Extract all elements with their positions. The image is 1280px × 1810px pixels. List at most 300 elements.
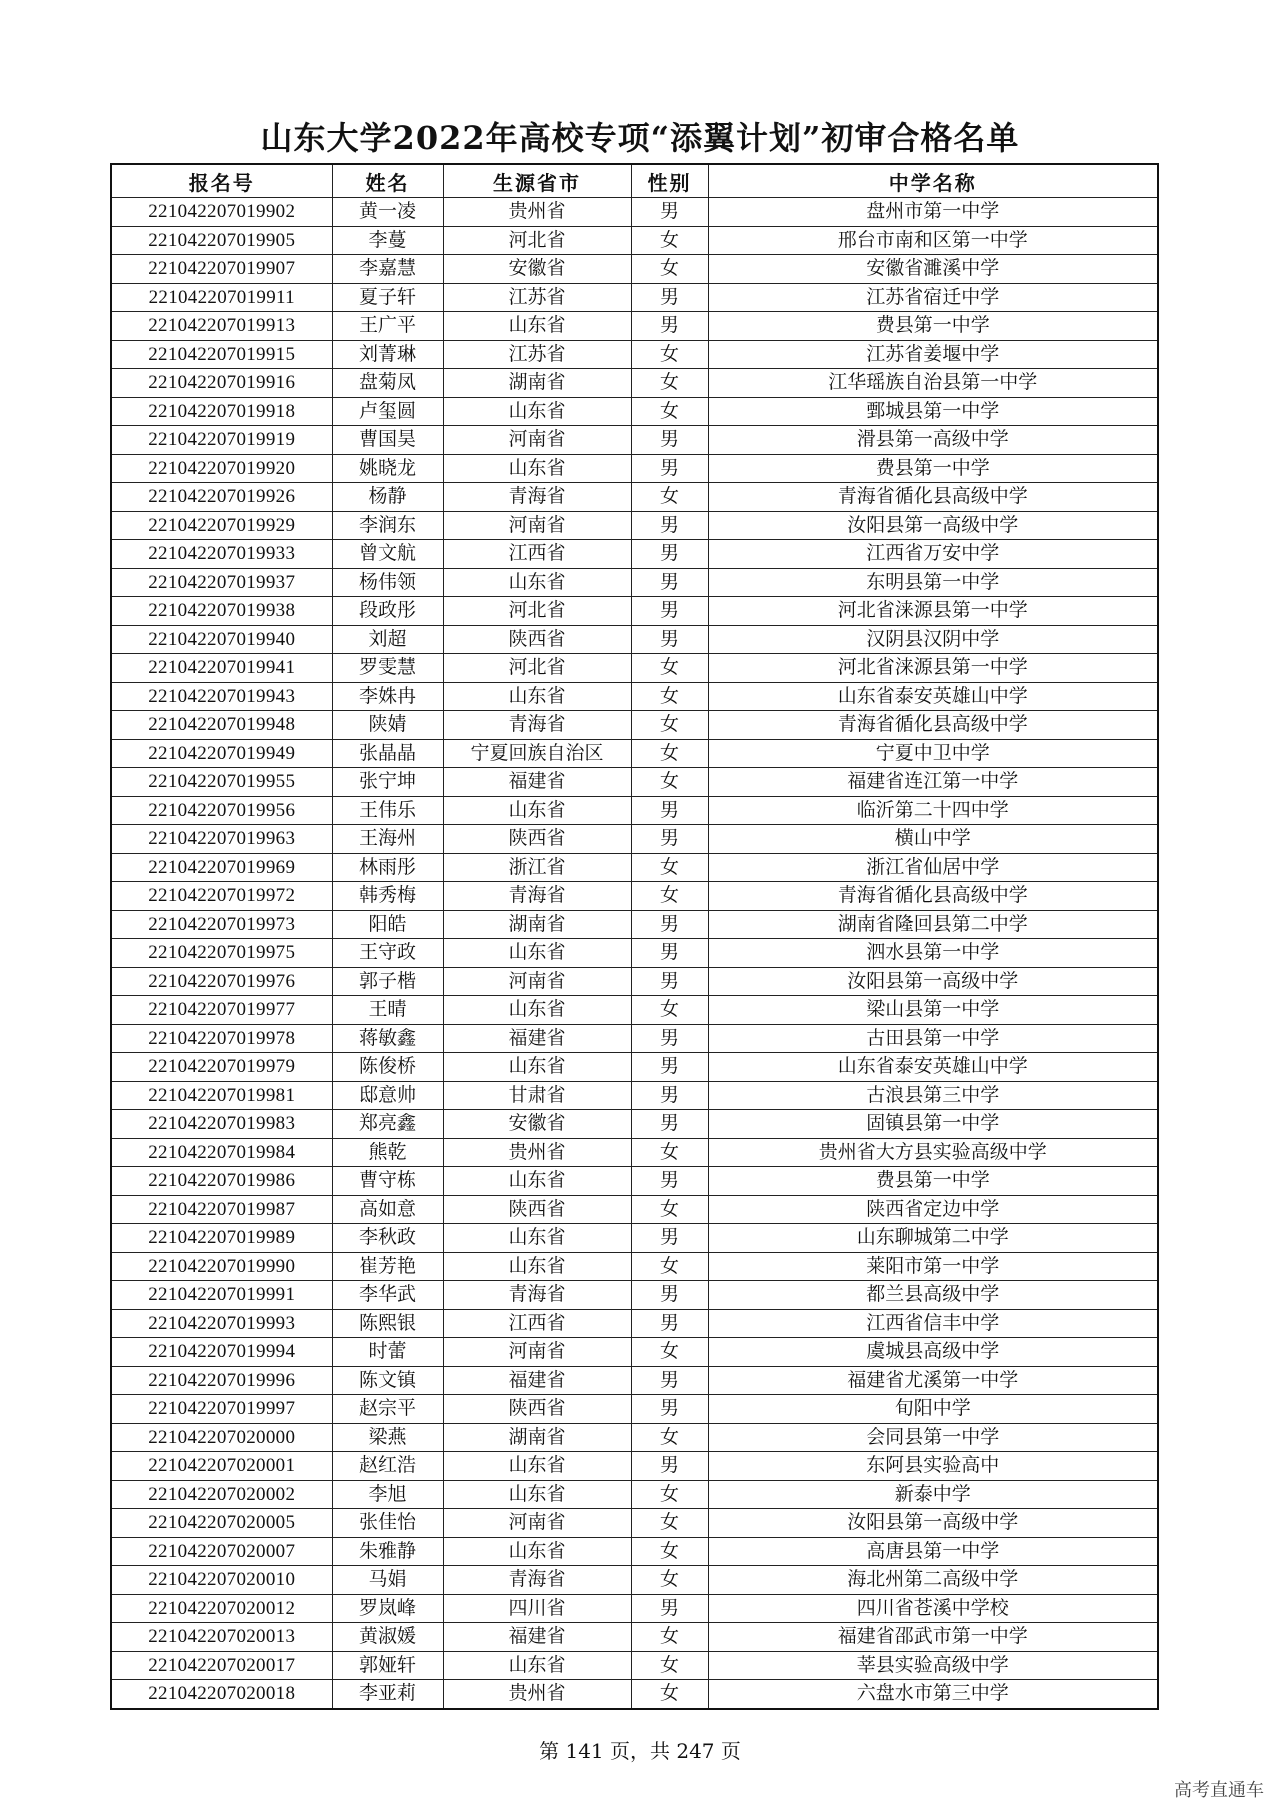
province-cell: 河南省 [443,426,631,455]
school-cell: 汝阳县第一高级中学 [708,1509,1158,1538]
table-row [111,1452,1158,1481]
gender-cell: 女 [631,1537,708,1566]
registration-id-cell: 221042207020001 [111,1452,332,1481]
gender-cell: 男 [631,1366,708,1395]
table-row [111,1281,1158,1310]
province-cell: 青海省 [443,1281,631,1310]
registration-id-cell: 221042207019941 [111,654,332,683]
province-cell: 山东省 [443,397,631,426]
province-cell: 青海省 [443,483,631,512]
gender-cell: 女 [631,1252,708,1281]
name-cell: 李润东 [332,511,443,540]
name-cell: 黄一凌 [332,198,443,227]
table-row [111,369,1158,398]
school-cell: 四川省苍溪中学校 [708,1594,1158,1623]
name-cell: 罗岚峰 [332,1594,443,1623]
school-cell: 六盘水市第三中学 [708,1680,1158,1709]
school-cell: 东明县第一中学 [708,568,1158,597]
name-cell: 曹守栋 [332,1167,443,1196]
school-cell: 费县第一中学 [708,1167,1158,1196]
province-cell: 山东省 [443,454,631,483]
gender-cell: 男 [631,1081,708,1110]
province-cell: 河北省 [443,654,631,683]
table-row [111,853,1158,882]
name-cell: 卢玺圆 [332,397,443,426]
table-row [111,1537,1158,1566]
table-row [111,1024,1158,1053]
name-cell: 郭娅轩 [332,1651,443,1680]
table-row [111,1623,1158,1652]
province-cell: 青海省 [443,1566,631,1595]
gender-cell: 男 [631,454,708,483]
province-cell: 宁夏回族自治区 [443,739,631,768]
gender-cell: 女 [631,1651,708,1680]
registration-id-cell: 221042207019949 [111,739,332,768]
gender-cell: 男 [631,312,708,341]
table-row [111,1224,1158,1253]
registration-id-cell: 221042207019989 [111,1224,332,1253]
table-body [111,198,1158,1709]
name-cell: 高如意 [332,1195,443,1224]
name-cell: 蒋敏鑫 [332,1024,443,1053]
gender-cell: 女 [631,255,708,284]
name-cell: 段政彤 [332,597,443,626]
province-cell: 山东省 [443,1537,631,1566]
school-cell: 邢台市南和区第一中学 [708,226,1158,255]
school-cell: 虞城县高级中学 [708,1338,1158,1367]
gender-cell: 女 [631,882,708,911]
table-row [111,682,1158,711]
gender-cell: 男 [631,198,708,227]
province-cell: 贵州省 [443,198,631,227]
province-cell: 贵州省 [443,1138,631,1167]
school-cell: 安徽省濉溪中学 [708,255,1158,284]
registration-id-cell: 221042207019940 [111,625,332,654]
school-cell: 河北省涞源县第一中学 [708,654,1158,683]
table-row [111,1480,1158,1509]
gender-cell: 男 [631,540,708,569]
name-cell: 郑亮鑫 [332,1110,443,1139]
gender-cell: 男 [631,1594,708,1623]
gender-cell: 女 [631,1623,708,1652]
gender-cell: 女 [631,768,708,797]
registration-id-cell: 221042207020012 [111,1594,332,1623]
page-title: 山东大学2022年高校专项“添翼计划”初审合格名单 [260,119,1020,157]
table-row [111,882,1158,911]
name-cell: 陈文镇 [332,1366,443,1395]
name-cell: 张佳怡 [332,1509,443,1538]
registration-id-cell: 221042207019991 [111,1281,332,1310]
table-row [111,226,1158,255]
school-cell: 贵州省大方县实验高级中学 [708,1138,1158,1167]
school-cell: 福建省邵武市第一中学 [708,1623,1158,1652]
province-cell: 河南省 [443,1338,631,1367]
table-row [111,1509,1158,1538]
school-cell: 陕西省定边中学 [708,1195,1158,1224]
table-row [111,910,1158,939]
school-cell: 汉阴县汉阴中学 [708,625,1158,654]
registration-id-cell: 221042207019907 [111,255,332,284]
registration-id-cell: 221042207019977 [111,996,332,1025]
table-row [111,312,1158,341]
registration-id-cell: 221042207019948 [111,711,332,740]
school-cell: 海北州第二高级中学 [708,1566,1158,1595]
column-header-school: 中学名称 [708,164,1158,198]
registration-id-cell: 221042207019938 [111,597,332,626]
province-cell: 河南省 [443,1509,631,1538]
table-header-row [111,164,1158,198]
table-row [111,255,1158,284]
table-row [111,568,1158,597]
province-cell: 山东省 [443,682,631,711]
school-cell: 高唐县第一中学 [708,1537,1158,1566]
table-row [111,796,1158,825]
registration-id-cell: 221042207019926 [111,483,332,512]
column-header-name: 姓名 [332,164,443,198]
registration-id-cell: 221042207019955 [111,768,332,797]
gender-cell: 男 [631,1309,708,1338]
province-cell: 福建省 [443,1024,631,1053]
name-cell: 李亚莉 [332,1680,443,1709]
table-row [111,454,1158,483]
name-cell: 王晴 [332,996,443,1025]
gender-cell: 女 [631,483,708,512]
gender-cell: 男 [631,796,708,825]
gender-cell: 男 [631,283,708,312]
table-row [111,1167,1158,1196]
school-cell: 临沂第二十四中学 [708,796,1158,825]
name-cell: 罗雯慧 [332,654,443,683]
registration-id-cell: 221042207019993 [111,1309,332,1338]
registration-id-cell: 221042207020013 [111,1623,332,1652]
name-cell: 时蕾 [332,1338,443,1367]
name-cell: 李蔓 [332,226,443,255]
province-cell: 山东省 [443,1452,631,1481]
name-cell: 王广平 [332,312,443,341]
province-cell: 江苏省 [443,283,631,312]
name-cell: 李秋政 [332,1224,443,1253]
registration-id-cell: 221042207019979 [111,1053,332,1082]
registration-id-cell: 221042207019963 [111,825,332,854]
name-cell: 李旭 [332,1480,443,1509]
name-cell: 曾文航 [332,540,443,569]
table-row [111,939,1158,968]
name-cell: 盘菊凤 [332,369,443,398]
table-row [111,1252,1158,1281]
province-cell: 山东省 [443,1167,631,1196]
name-cell: 杨静 [332,483,443,512]
school-cell: 古浪县第三中学 [708,1081,1158,1110]
table-row [111,1395,1158,1424]
school-cell: 福建省连江第一中学 [708,768,1158,797]
name-cell: 林雨彤 [332,853,443,882]
province-cell: 福建省 [443,768,631,797]
school-cell: 东阿县实验高中 [708,1452,1158,1481]
column-header-gender: 性别 [631,164,708,198]
gender-cell: 女 [631,1138,708,1167]
school-cell: 山东省泰安英雄山中学 [708,1053,1158,1082]
gender-cell: 男 [631,625,708,654]
province-cell: 山东省 [443,1252,631,1281]
gender-cell: 女 [631,369,708,398]
table-row [111,283,1158,312]
name-cell: 韩秀梅 [332,882,443,911]
province-cell: 陕西省 [443,1395,631,1424]
table-row [111,1195,1158,1224]
registration-id-cell: 221042207020002 [111,1480,332,1509]
gender-cell: 女 [631,739,708,768]
registration-id-cell: 221042207019929 [111,511,332,540]
registration-id-cell: 221042207019937 [111,568,332,597]
school-cell: 江西省万安中学 [708,540,1158,569]
column-header-province: 生源省市 [443,164,631,198]
province-cell: 安徽省 [443,255,631,284]
name-cell: 王伟乐 [332,796,443,825]
registration-id-cell: 221042207019956 [111,796,332,825]
gender-cell: 女 [631,853,708,882]
gender-cell: 男 [631,426,708,455]
province-cell: 湖南省 [443,910,631,939]
province-cell: 湖南省 [443,369,631,398]
registration-id-cell: 221042207019983 [111,1110,332,1139]
school-cell: 横山中学 [708,825,1158,854]
province-cell: 河北省 [443,226,631,255]
gender-cell: 女 [631,226,708,255]
name-cell: 赵红浩 [332,1452,443,1481]
province-cell: 四川省 [443,1594,631,1623]
registration-id-cell: 221042207019981 [111,1081,332,1110]
name-cell: 杨伟领 [332,568,443,597]
name-cell: 王海州 [332,825,443,854]
province-cell: 山东省 [443,1053,631,1082]
table-row [111,768,1158,797]
registration-id-cell: 221042207019911 [111,283,332,312]
school-cell: 青海省循化县高级中学 [708,711,1158,740]
page-footer: 第 141 页，共 247 页 [539,1739,741,1763]
table-row [111,1309,1158,1338]
province-cell: 山东省 [443,796,631,825]
table-row [111,597,1158,626]
table-row [111,1680,1158,1709]
province-cell: 山东省 [443,1480,631,1509]
name-cell: 朱雅静 [332,1537,443,1566]
name-cell: 马娟 [332,1566,443,1595]
table-row [111,1423,1158,1452]
province-cell: 河南省 [443,967,631,996]
registration-id-cell: 221042207019972 [111,882,332,911]
name-cell: 赵宗平 [332,1395,443,1424]
name-cell: 陈俊桥 [332,1053,443,1082]
school-cell: 费县第一中学 [708,454,1158,483]
gender-cell: 男 [631,1224,708,1253]
school-cell: 费县第一中学 [708,312,1158,341]
roster-table [110,163,1159,1710]
province-cell: 湖南省 [443,1423,631,1452]
school-cell: 河北省涞源县第一中学 [708,597,1158,626]
table-row [111,1053,1158,1082]
registration-id-cell: 221042207019987 [111,1195,332,1224]
name-cell: 熊乾 [332,1138,443,1167]
gender-cell: 女 [631,654,708,683]
registration-id-cell: 221042207019969 [111,853,332,882]
school-cell: 会同县第一中学 [708,1423,1158,1452]
gender-cell: 男 [631,1281,708,1310]
registration-id-cell: 221042207019994 [111,1338,332,1367]
province-cell: 江苏省 [443,340,631,369]
name-cell: 崔芳艳 [332,1252,443,1281]
registration-id-cell: 221042207019976 [111,967,332,996]
school-cell: 新泰中学 [708,1480,1158,1509]
name-cell: 刘菁琳 [332,340,443,369]
table-row [111,540,1158,569]
name-cell: 邸意帅 [332,1081,443,1110]
registration-id-cell: 221042207019920 [111,454,332,483]
name-cell: 黄淑媛 [332,1623,443,1652]
gender-cell: 男 [631,511,708,540]
table-row [111,1138,1158,1167]
name-cell: 李嘉慧 [332,255,443,284]
province-cell: 河北省 [443,597,631,626]
table-row [111,654,1158,683]
registration-id-cell: 221042207020007 [111,1537,332,1566]
school-cell: 江华瑶族自治县第一中学 [708,369,1158,398]
gender-cell: 男 [631,597,708,626]
province-cell: 山东省 [443,312,631,341]
name-cell: 郭子楷 [332,967,443,996]
name-cell: 李姝冉 [332,682,443,711]
gender-cell: 女 [631,711,708,740]
gender-cell: 女 [631,1509,708,1538]
province-cell: 陕西省 [443,1195,631,1224]
gender-cell: 男 [631,1452,708,1481]
name-cell: 陕婧 [332,711,443,740]
registration-id-cell: 221042207019986 [111,1167,332,1196]
school-cell: 江苏省宿迁中学 [708,283,1158,312]
school-cell: 浙江省仙居中学 [708,853,1158,882]
school-cell: 梁山县第一中学 [708,996,1158,1025]
gender-cell: 女 [631,1423,708,1452]
province-cell: 山东省 [443,568,631,597]
school-cell: 莘县实验高级中学 [708,1651,1158,1680]
table-row [111,967,1158,996]
registration-id-cell: 221042207019973 [111,910,332,939]
school-cell: 汝阳县第一高级中学 [708,511,1158,540]
gender-cell: 女 [631,1480,708,1509]
registration-id-cell: 221042207019984 [111,1138,332,1167]
province-cell: 江西省 [443,1309,631,1338]
table-row [111,426,1158,455]
province-cell: 贵州省 [443,1680,631,1709]
name-cell: 张晶晶 [332,739,443,768]
gender-cell: 男 [631,825,708,854]
province-cell: 河南省 [443,511,631,540]
school-cell: 福建省尤溪第一中学 [708,1366,1158,1395]
gender-cell: 女 [631,1680,708,1709]
gender-cell: 女 [631,1195,708,1224]
registration-id-cell: 221042207020017 [111,1651,332,1680]
registration-id-cell: 221042207020005 [111,1509,332,1538]
school-cell: 滑县第一高级中学 [708,426,1158,455]
province-cell: 浙江省 [443,853,631,882]
table-row [111,397,1158,426]
registration-id-cell: 221042207020018 [111,1680,332,1709]
school-cell: 汝阳县第一高级中学 [708,967,1158,996]
registration-id-cell: 221042207019918 [111,397,332,426]
registration-id-cell: 221042207019902 [111,198,332,227]
school-cell: 鄄城县第一中学 [708,397,1158,426]
school-cell: 山东省泰安英雄山中学 [708,682,1158,711]
gender-cell: 女 [631,682,708,711]
school-cell: 青海省循化县高级中学 [708,882,1158,911]
registration-id-cell: 221042207020010 [111,1566,332,1595]
name-cell: 陈熙银 [332,1309,443,1338]
registration-id-cell: 221042207019996 [111,1366,332,1395]
province-cell: 安徽省 [443,1110,631,1139]
table-row [111,996,1158,1025]
province-cell: 陕西省 [443,825,631,854]
gender-cell: 女 [631,1566,708,1595]
name-cell: 梁燕 [332,1423,443,1452]
school-cell: 都兰县高级中学 [708,1281,1158,1310]
gender-cell: 女 [631,340,708,369]
gender-cell: 男 [631,1024,708,1053]
province-cell: 福建省 [443,1623,631,1652]
table-row [111,739,1158,768]
province-cell: 福建省 [443,1366,631,1395]
school-cell: 湖南省隆回县第二中学 [708,910,1158,939]
name-cell: 夏子轩 [332,283,443,312]
table-row [111,483,1158,512]
registration-id-cell: 221042207019919 [111,426,332,455]
column-header-registration-id: 报名号 [111,164,332,198]
registration-id-cell: 221042207019943 [111,682,332,711]
name-cell: 刘超 [332,625,443,654]
registration-id-cell: 221042207019915 [111,340,332,369]
school-cell: 江西省信丰中学 [708,1309,1158,1338]
province-cell: 山东省 [443,939,631,968]
gender-cell: 女 [631,1338,708,1367]
table-row [111,1594,1158,1623]
table-row [111,198,1158,227]
gender-cell: 男 [631,1053,708,1082]
table-row [111,1081,1158,1110]
school-cell: 古田县第一中学 [708,1024,1158,1053]
school-cell: 山东聊城第二中学 [708,1224,1158,1253]
province-cell: 陕西省 [443,625,631,654]
table-row [111,340,1158,369]
school-cell: 莱阳市第一中学 [708,1252,1158,1281]
table-row [111,1566,1158,1595]
name-cell: 李华武 [332,1281,443,1310]
province-cell: 青海省 [443,882,631,911]
table-row [111,711,1158,740]
registration-id-cell: 221042207019913 [111,312,332,341]
gender-cell: 男 [631,967,708,996]
gender-cell: 男 [631,910,708,939]
gender-cell: 女 [631,397,708,426]
gender-cell: 男 [631,1395,708,1424]
table-row [111,1110,1158,1139]
registration-id-cell: 221042207019905 [111,226,332,255]
registration-id-cell: 221042207019916 [111,369,332,398]
province-cell: 江西省 [443,540,631,569]
table-row [111,511,1158,540]
watermark: 高考直通车 [1174,1780,1264,1801]
registration-id-cell: 221042207019978 [111,1024,332,1053]
registration-id-cell: 221042207019997 [111,1395,332,1424]
registration-id-cell: 221042207019975 [111,939,332,968]
school-cell: 宁夏中卫中学 [708,739,1158,768]
